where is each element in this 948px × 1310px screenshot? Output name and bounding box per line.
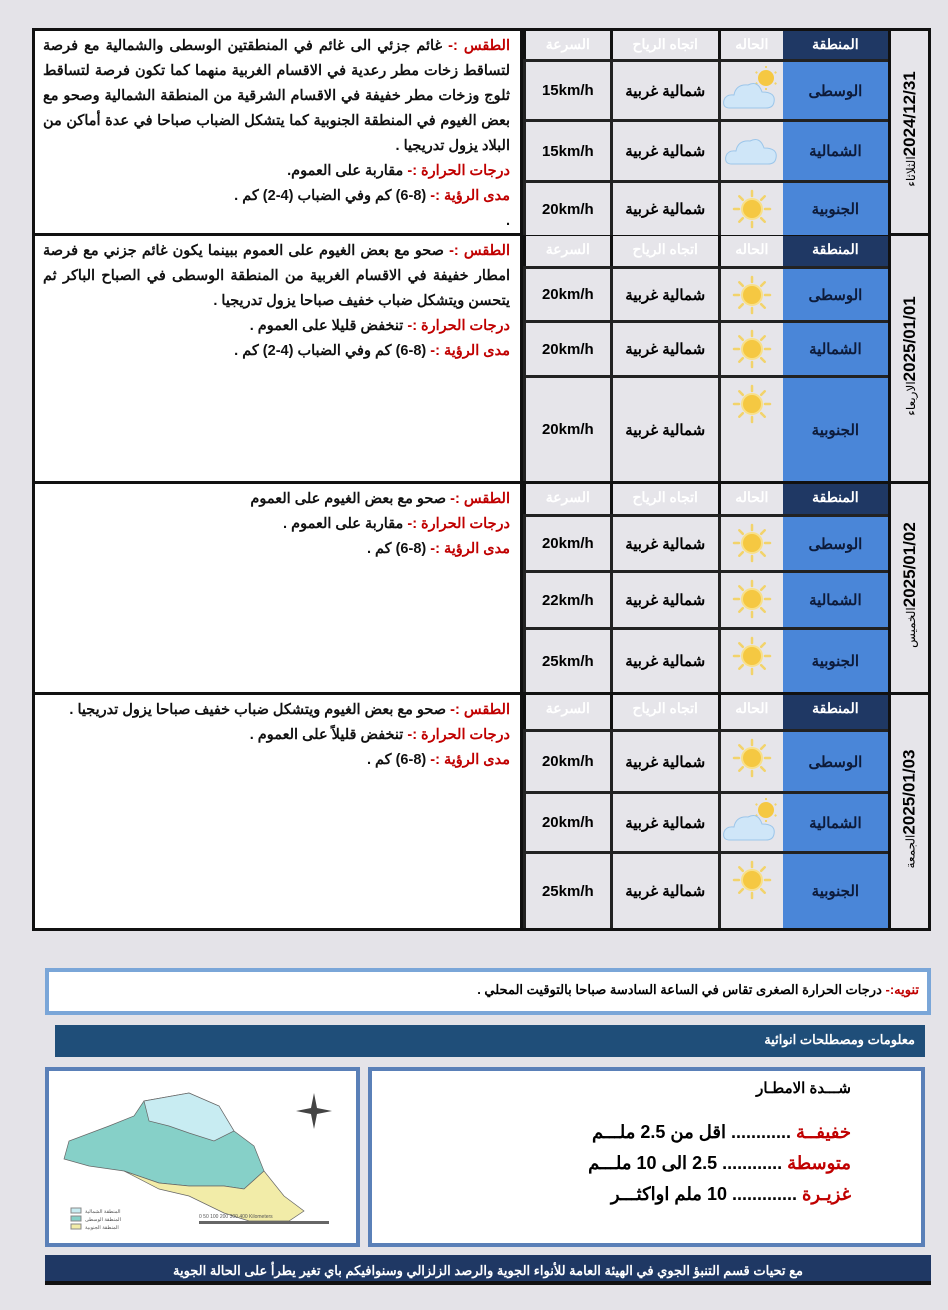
- table-row: [523, 851, 888, 928]
- day-block: [35, 236, 928, 484]
- visibility-text: مدى الرؤية :- (8-6) كم وفي الضباب (4-2) كم .: [234, 188, 510, 204]
- weather-text: الطقس :- صحو مع بعض الغيوم على العموم: [250, 491, 510, 507]
- header-direction: اتجاه الرياح: [610, 695, 718, 729]
- wind-speed-cell: 20km/h: [523, 269, 610, 320]
- table-header: [523, 236, 888, 266]
- wind-speed-cell: 25km/h: [523, 630, 610, 692]
- notice-text: درجات الحرارة الصغرى تقاس في الساعة السادسة صباحا بالتوقيت المحلي .: [477, 982, 882, 997]
- header-region: المنطقة: [783, 31, 888, 59]
- legend-central: المنطقة الوسطى: [85, 1217, 121, 1223]
- table-header: [523, 31, 888, 59]
- forecast-text: [35, 31, 520, 233]
- table-row: [523, 119, 888, 180]
- legend-north: المنطقة الشمالية: [85, 1209, 121, 1215]
- sunny-icon: [718, 517, 783, 570]
- date-cell: 2024/12/31الثلاثاء: [888, 31, 928, 233]
- wind-speed-cell: 20km/h: [523, 323, 610, 375]
- wind-speed-cell: 20km/h: [523, 378, 610, 481]
- weather-text: الطقس :- صحو مع بعض الغيوم ويتشكل ضباب خفيف صباحا يزول تدريجيا .: [69, 702, 510, 718]
- forecast-table: [32, 28, 931, 931]
- partly-cloudy-icon: [718, 794, 783, 851]
- wind-speed-cell: 20km/h: [523, 794, 610, 851]
- notice-label: تنويه:-: [885, 982, 919, 997]
- table-header: [523, 484, 888, 514]
- wind-speed-cell: 20km/h: [523, 183, 610, 235]
- wind-speed-cell: 15km/h: [523, 62, 610, 119]
- wind-direction-cell: شمالية غربية: [610, 62, 718, 119]
- header-region: المنطقة: [783, 695, 888, 729]
- wind-direction-cell: شمالية غربية: [610, 854, 718, 928]
- day-block: [35, 484, 928, 695]
- table-row: [523, 375, 888, 481]
- day-block: [35, 31, 928, 236]
- wind-direction-cell: شمالية غربية: [610, 323, 718, 375]
- wind-direction-cell: شمالية غربية: [610, 732, 718, 791]
- header-state: الحاله: [718, 236, 783, 266]
- table-header: [523, 695, 888, 729]
- region-cell: الجنوبية: [783, 183, 888, 235]
- table-row: [523, 627, 888, 692]
- wind-direction-cell: شمالية غربية: [610, 183, 718, 235]
- region-cell: الشمالية: [783, 794, 888, 851]
- table-row: [523, 791, 888, 851]
- visibility-text: مدى الرؤية :- (8-6) كم وفي الضباب (4-2) كم .: [234, 343, 510, 359]
- rain-title: شـــدة الامطـار: [756, 1080, 851, 1097]
- date-cell: 2025/01/01الاربعاء: [888, 236, 928, 481]
- header-speed: السرعة: [523, 31, 610, 59]
- temp-text: درجات الحرارة :- مقاربة على العموم.: [287, 163, 510, 179]
- weather-text: الطقس :- صحو مع بعض الغيوم على العموم ببينما يكون غائم جزني مع فرصة امطار خفيفة في الاقسام الغربية من المنطقة الوسطى في الصباح الباكر ثم يتحسن ويتشكل ضباب خفيف صباحا يزول تدريجيا .: [43, 243, 510, 309]
- region-cell: الشمالية: [783, 122, 888, 180]
- header-state: الحاله: [718, 695, 783, 729]
- extra-text: .: [505, 213, 510, 229]
- rain-row: خفيفــة ............ اقل من 2.5 ملـــم: [591, 1122, 851, 1142]
- table-row: [523, 266, 888, 320]
- wind-direction-cell: شمالية غربية: [610, 630, 718, 692]
- table-row: [523, 320, 888, 375]
- table-row: [523, 729, 888, 791]
- visibility-text: مدى الرؤية :- (8-6) كم .: [366, 541, 510, 557]
- wind-speed-cell: 22km/h: [523, 573, 610, 627]
- header-region: المنطقة: [783, 484, 888, 514]
- header-region: المنطقة: [783, 236, 888, 266]
- header-direction: اتجاه الرياح: [610, 31, 718, 59]
- table-row: [523, 180, 888, 235]
- temp-text: درجات الحرارة :- تنخفض قليلا على العموم .: [249, 318, 510, 334]
- notice-box: [45, 968, 931, 1015]
- sunny-icon: [718, 378, 783, 481]
- wind-direction-cell: شمالية غربية: [610, 122, 718, 180]
- table-row: [523, 514, 888, 570]
- weather-text: الطقس :- غائم جزئي الى غائم في المنطقتين الوسطى والشمالية مع فرصة لتساقط زخات مطر رعدية في الاقسام الغربية منهما كما تكون فرصة لتساقط ثلوج وزخات مطر خفيفة في الاقسام الشرقية من المنطقة الشمالية وصحو مع بعض الغيوم في المنطقة الجنوبية كما يتشكل الضباب صباحا في عدة أماكن من البلاد يزول تدريجيا .: [43, 38, 510, 154]
- wind-direction-cell: شمالية غربية: [610, 378, 718, 481]
- sunny-icon: [718, 630, 783, 692]
- header-state: الحاله: [718, 484, 783, 514]
- sunny-icon: [718, 732, 783, 791]
- sunny-icon: [718, 573, 783, 627]
- rain-intensity-box: [368, 1067, 925, 1247]
- region-cell: الشمالية: [783, 573, 888, 627]
- sunny-icon: [718, 269, 783, 320]
- wind-direction-cell: شمالية غربية: [610, 517, 718, 570]
- header-direction: اتجاه الرياح: [610, 484, 718, 514]
- region-cell: الوسطى: [783, 62, 888, 119]
- region-cell: الوسطى: [783, 269, 888, 320]
- day-block: [35, 695, 928, 928]
- region-table: [520, 695, 928, 928]
- temp-text: درجات الحرارة :- مقاربة على العموم .: [283, 516, 510, 532]
- region-table: [520, 236, 928, 481]
- region-table: [520, 31, 928, 233]
- wind-direction-cell: شمالية غربية: [610, 794, 718, 851]
- region-table: [520, 484, 928, 692]
- region-cell: الشمالية: [783, 323, 888, 375]
- iraq-map: [45, 1067, 360, 1247]
- date-cell: 2025/01/02الخميس: [888, 484, 928, 692]
- wind-speed-cell: 20km/h: [523, 517, 610, 570]
- date-cell: 2025/01/03الجمعة: [888, 695, 928, 928]
- temp-text: درجات الحرارة :- تنخفض قليلاً على العموم .: [249, 727, 510, 743]
- visibility-text: مدى الرؤية :- (8-6) كم .: [366, 752, 510, 768]
- wind-direction-cell: شمالية غربية: [610, 573, 718, 627]
- footer-bar: مع تحيات قسم التنبؤ الجوي في الهيئة العامة للأنواء الجوية والرصد الزلزالي وسنوافيكم باي تغير يطرأ على الحالة الجوية: [45, 1255, 931, 1285]
- forecast-text: [35, 695, 520, 928]
- region-cell: الوسطى: [783, 517, 888, 570]
- sunny-icon: [718, 323, 783, 375]
- partly-cloudy-icon: [718, 62, 783, 119]
- sunny-icon: [718, 183, 783, 235]
- map-scale: 0 50 100 200 300 400 Kilometers: [199, 1214, 273, 1220]
- legend-south: المنطقة الجنوبية: [85, 1225, 119, 1231]
- rain-row: غزيـرة ............. 10 ملم اواكثـــر: [610, 1184, 851, 1204]
- wind-direction-cell: شمالية غربية: [610, 269, 718, 320]
- table-row: [523, 570, 888, 627]
- rain-row: متوسطة ............ 2.5 الى 10 ملـــم: [588, 1153, 851, 1173]
- region-cell: الجنوبية: [783, 378, 888, 481]
- table-row: [523, 59, 888, 119]
- forecast-text: [35, 236, 520, 481]
- forecast-text: [35, 484, 520, 692]
- region-cell: الوسطى: [783, 732, 888, 791]
- cloudy-icon: [718, 122, 783, 180]
- region-cell: الجنوبية: [783, 854, 888, 928]
- info-title-bar: معلومات ومصطلحات انوائية: [55, 1025, 925, 1057]
- header-speed: السرعة: [523, 236, 610, 266]
- header-direction: اتجاه الرياح: [610, 236, 718, 266]
- header-speed: السرعة: [523, 695, 610, 729]
- compass-rose-icon: [296, 1093, 332, 1129]
- wind-speed-cell: 15km/h: [523, 122, 610, 180]
- wind-speed-cell: 25km/h: [523, 854, 610, 928]
- region-cell: الجنوبية: [783, 630, 888, 692]
- sunny-icon: [718, 854, 783, 928]
- wind-speed-cell: 20km/h: [523, 732, 610, 791]
- header-state: الحاله: [718, 31, 783, 59]
- header-speed: السرعة: [523, 484, 610, 514]
